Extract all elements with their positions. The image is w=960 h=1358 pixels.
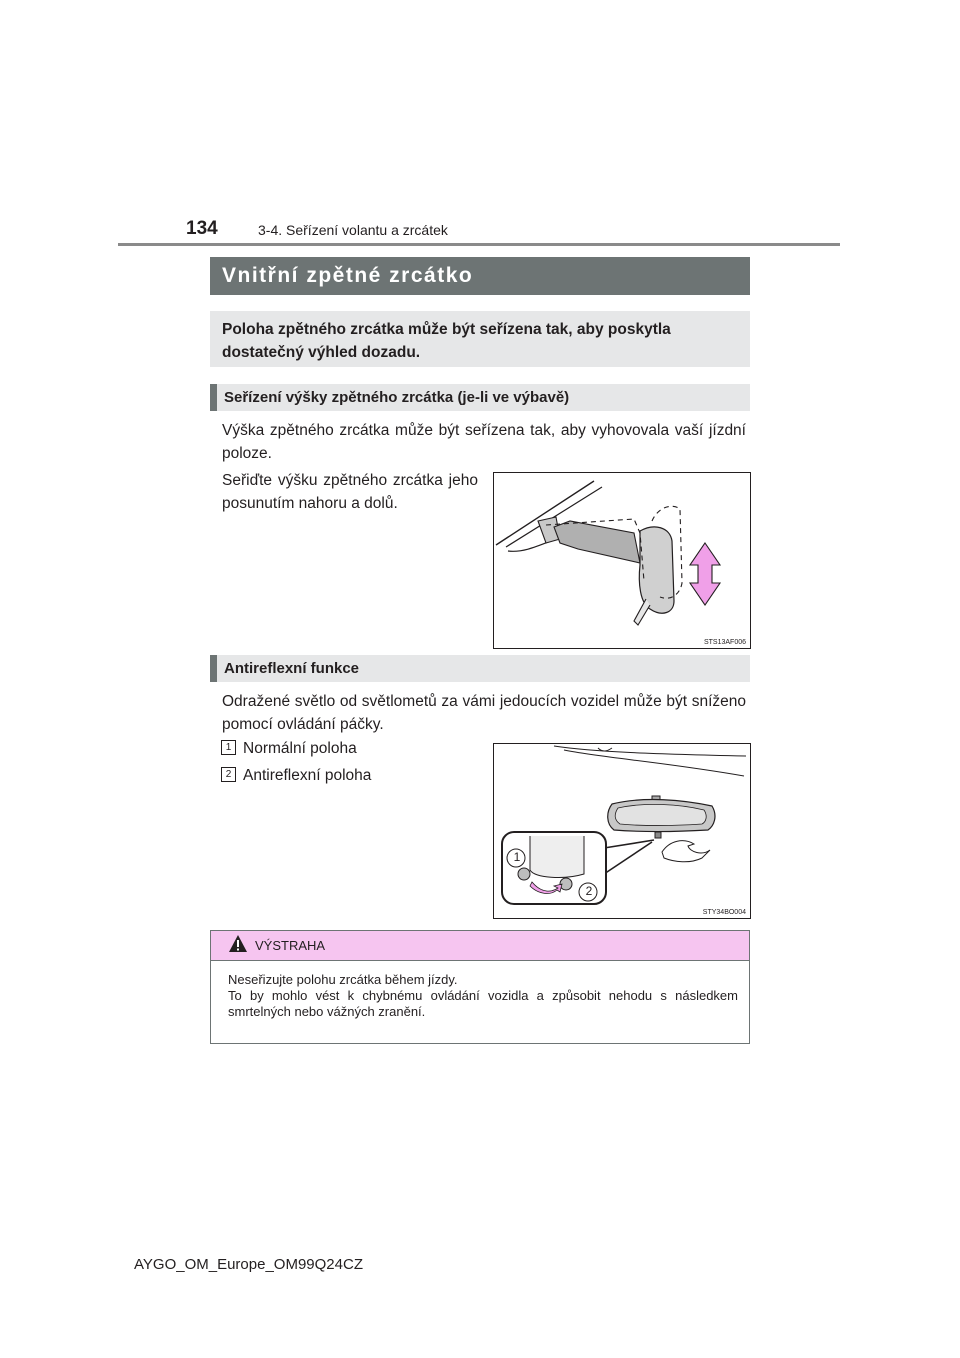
paragraph-height-adjust: Výška zpětného zrcátka může být seřízena tak, aby vyhovovala vaší jízdní poloze.	[222, 422, 746, 462]
warning-line-1: Neseřizujte polohu zrcátka během jízdy.	[228, 972, 458, 987]
warning-text	[228, 972, 738, 1020]
warning-line-2: To by mohlo vést k chybnému ovládání vozidla a způsobit nehodu s následkem smrtelných nebo vážných zranění.	[228, 988, 738, 1019]
figure-mirror-height	[493, 472, 751, 649]
header-rule	[118, 243, 840, 246]
figure-antireflex-lever	[493, 743, 751, 919]
callout-1: 1	[513, 850, 521, 864]
warning-label: VÝSTRAHA	[255, 938, 326, 953]
item-antireflex-position: Antireflexní poloha	[243, 767, 372, 784]
paragraph-antireflex: Odražené světlo od světlometů za vámi jedoucích vozidel může být sníženo pomocí ovládání páčky.	[222, 693, 746, 733]
lever-illustration	[494, 744, 750, 918]
page-number: 134	[186, 218, 218, 239]
subheading-marker	[210, 384, 217, 411]
item-number-2: 2	[221, 767, 236, 782]
subheading-height-adjust: Seřízení výšky zpětného zrcátka (je-li ve výbavě)	[224, 389, 570, 406]
figure-code: STS13AF006	[703, 639, 746, 646]
footer-doc-code: AYGO_OM_Europe_OM99Q24CZ	[134, 1256, 363, 1273]
item-normal-position: Normální poloha	[243, 740, 357, 757]
section-header: 3-4. Seřízení volantu a zrcátek	[258, 222, 448, 238]
callout-2: 2	[585, 884, 593, 898]
subheading-antireflex: Antireflexní funkce	[224, 660, 360, 677]
figure-code: STY34BO004	[702, 909, 746, 916]
warning-triangle-icon	[228, 934, 248, 953]
mirror-height-illustration	[494, 473, 750, 648]
subheading-marker	[210, 655, 217, 682]
page-title: Vnitřní zpětné zrcátko	[222, 264, 474, 287]
item-number-1: 1	[221, 740, 236, 755]
intro-text: Poloha zpětného zrcátka může být seřízena tak, aby poskytla dostatečný výhled dozadu.	[222, 321, 671, 361]
paragraph-instruction: Seřiďte výšku zpětného zrcátka jeho posunutím nahoru a dolů.	[222, 472, 478, 512]
